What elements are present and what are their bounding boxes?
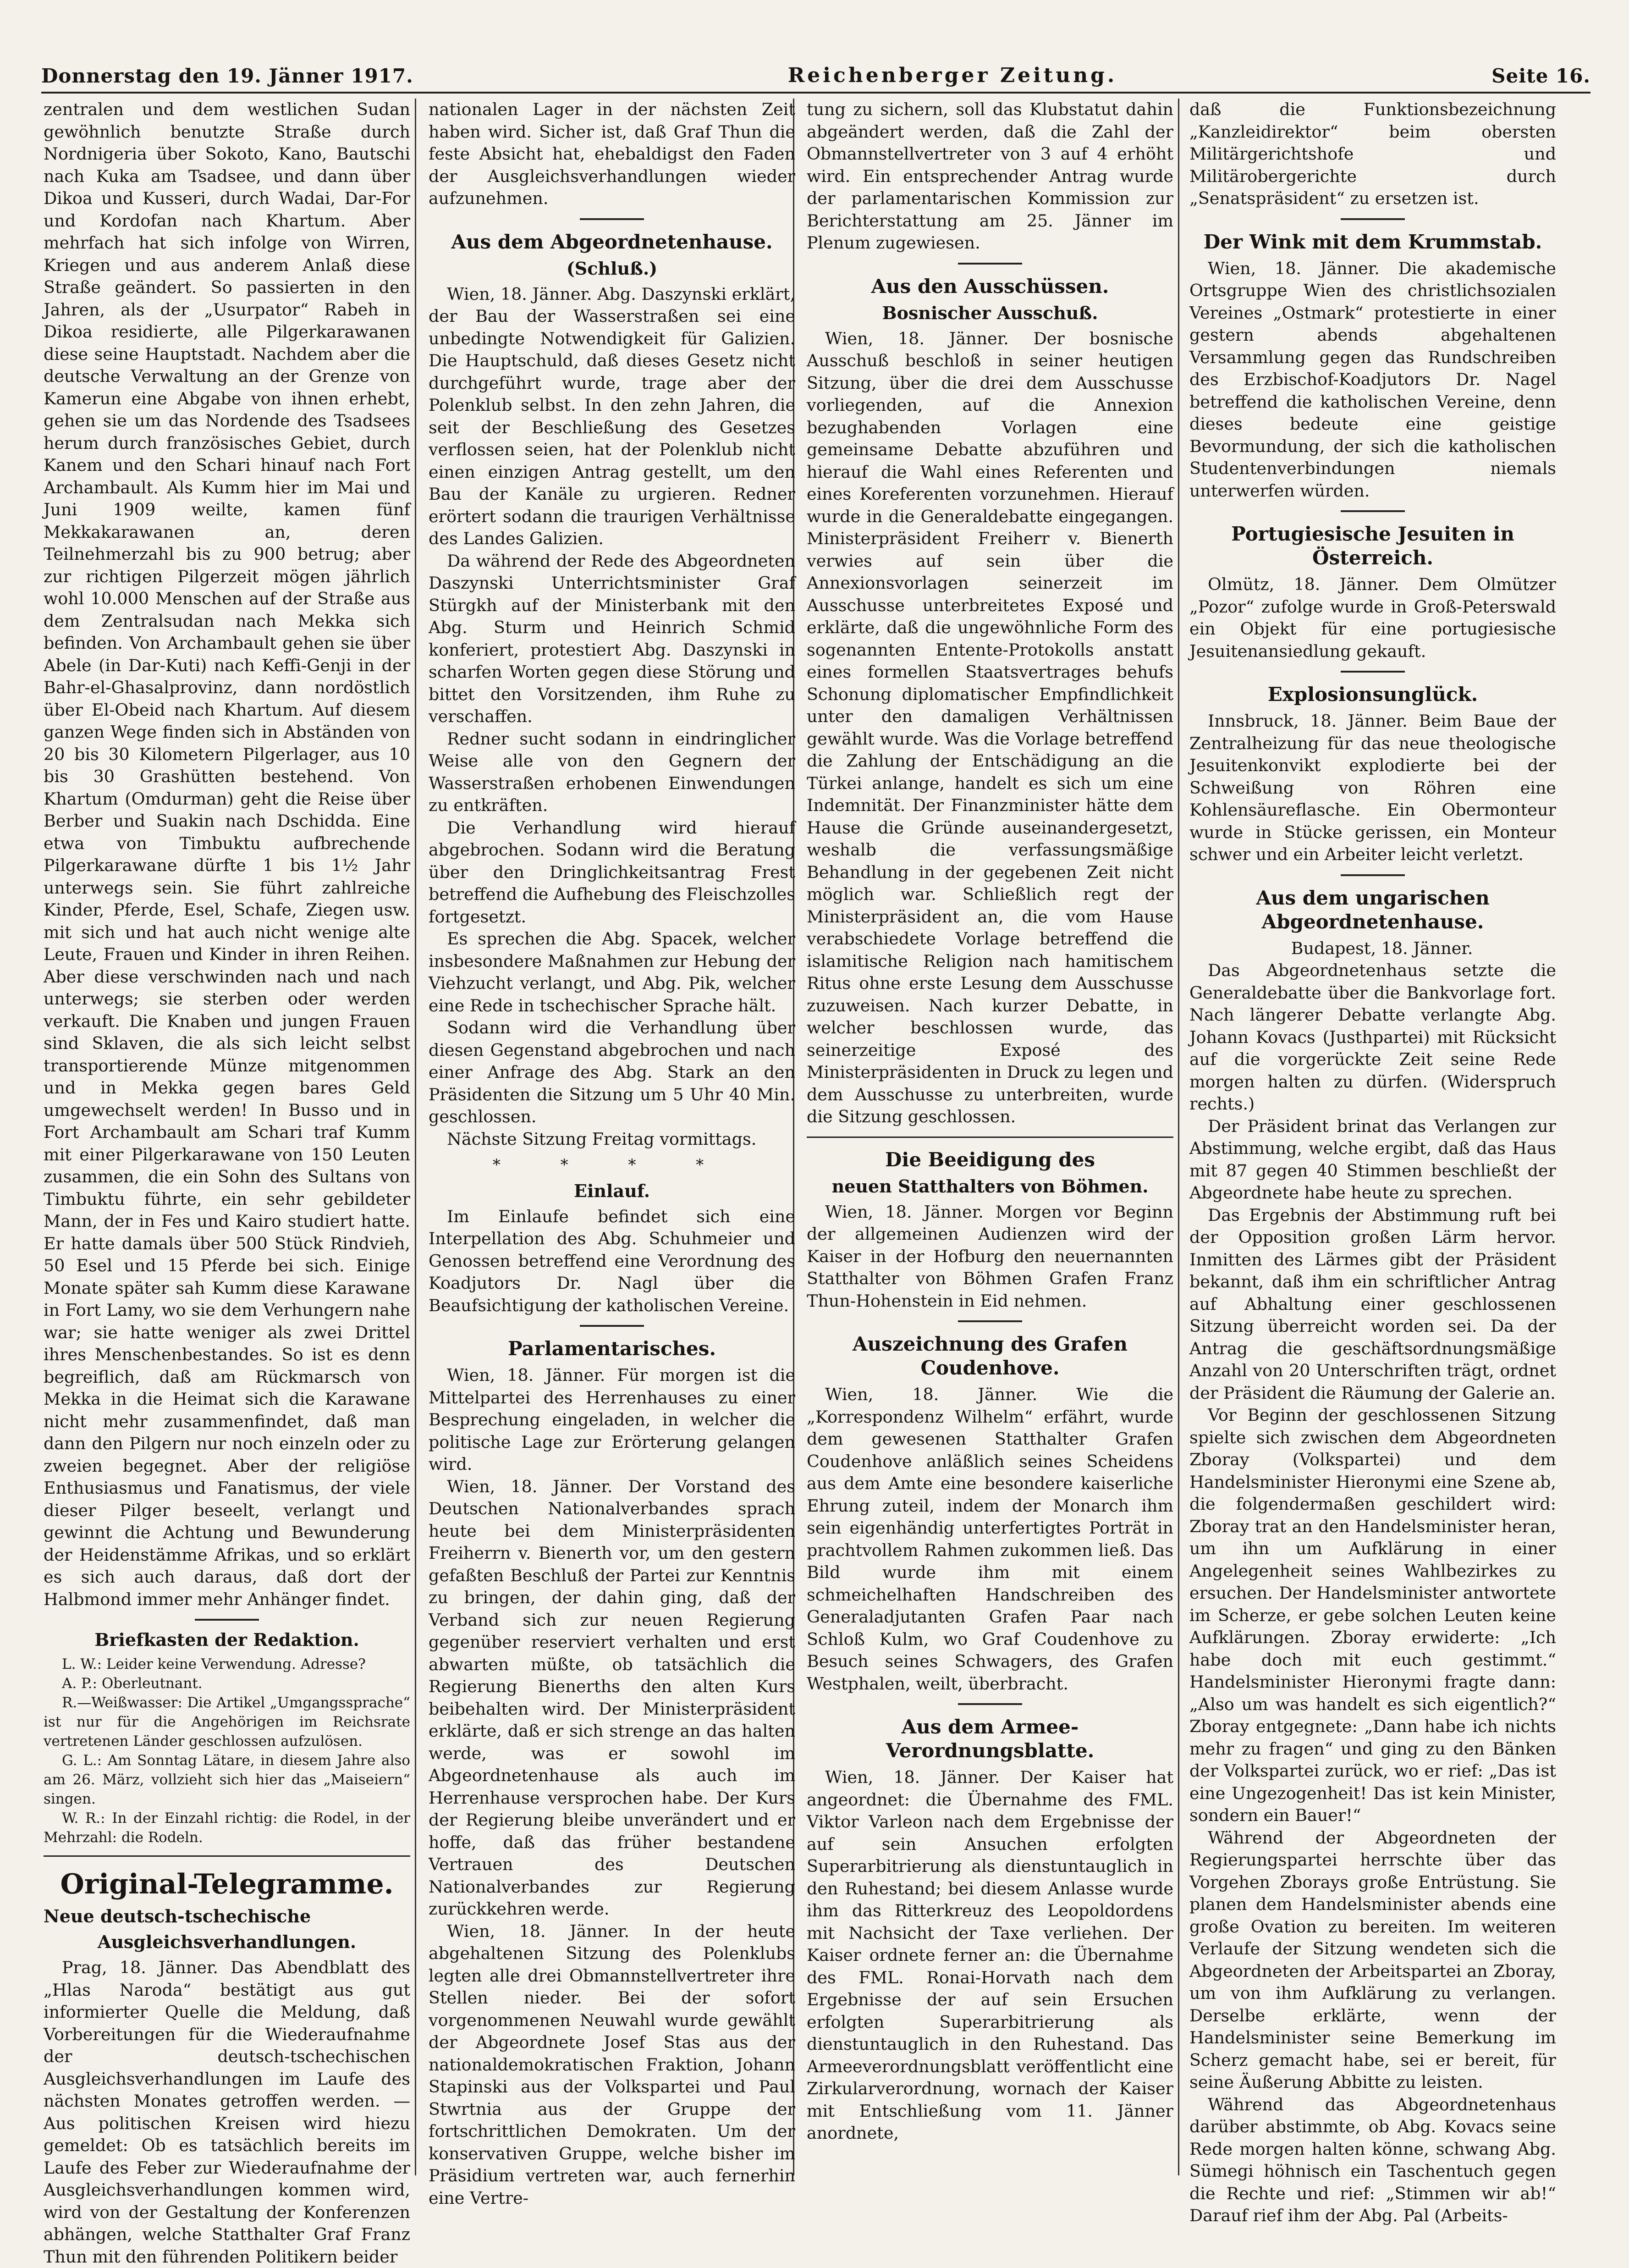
section-rule (1341, 218, 1405, 220)
section-title-jesuiten: Portugiesische Jesuiten in Österreich. (1231, 523, 1514, 569)
article-text: Im Einlaufe befindet sich eine Interpellation des Abg. Schuhmeier und Genossen betreffend eine Verordnung des Koadjutors Dr. Nagl über die Beaufsichtigung der katholischen Vereine. (429, 1206, 795, 1315)
column-divider (415, 99, 416, 2175)
section-rule (1341, 671, 1405, 673)
article-text: nationalen Lager in der nächsten Zeit haben wird. Sicher ist, daß Graf Thun die feste Absicht hat, ehebaldigst den Faden der Ausgleichsverhandlungen wieder aufzunehmen. (429, 99, 795, 208)
article-text: Sodann wird die Verhandlung über diesen Gegenstand abgebrochen und nach einer Anfrage des Abg. Stark an den Präsidenten die Sitzung um 5 Uhr 40 Min. geschlossen. (429, 1018, 795, 1126)
article-text: Olmütz, 18. Jänner. Dem Olmützer „Pozor“ zufolge wurde in Groß-Peterswald ein Objekt für eine portugiesische Jesuitenansiedlung gekauft. (1189, 574, 1556, 661)
article-text: tung zu sichern, soll das Klubstatut dahin abgeändert werden, daß die Zahl der Obmannstellvertreter von 3 auf 4 erhöht wird. Ein entsprechender Antrag wurde der parlamentarischen Kommission zur Berichterstattung am 25. Jänner im Plenum zugewiesen. (807, 99, 1173, 253)
article-text: Wien, 18. Jänner. Für morgen ist die Mittelpartei des Herrenhauses zu einer Besprechung eingeladen, in welcher die politische Lage zur Erörterung gelangen wird. (429, 1365, 795, 1474)
header-rule (41, 92, 1590, 94)
page-edge-margin (0, 92, 18, 2182)
article-text: Das Ergebnis der Abstimmung ruft bei der Opposition großen Lärm hervor. Inmitten des Lärmes gibt der Präsident bekannt, daß ihm ein schriftlicher Antrag auf Abhaltung einer geschlossenen Sitzung überreicht worden sei. Da der Antrag die geschäftsordnungsmäßige Anzahl von 20 Unterschriften trägt, ordnet der Präsident die Räumung der Galerie an. (1189, 1205, 1556, 1403)
article-dateline: Budapest, 18. Jänner. (1291, 938, 1473, 958)
section-rule (958, 1703, 1022, 1705)
article-subtitle: Ausgleichsverhandlungen. (97, 1931, 357, 1952)
article-text: Nächste Sitzung Freitag vormittags. (447, 1129, 757, 1149)
article-text: Wien, 18. Jänner. Der Kaiser hat angeordnet: die Übernahme des FML. Viktor Varleon nach dem Ergebnisse der auf sein Ansuchen erfolgten Superarbitrierung als dienstuntauglich in den Ruhestand; bei diesem Anlasse wurde ihm das Ritterkreuz des Leopoldordens mit Nachsicht der Taxe verliehen. Der Kaiser ordnete ferner an: die Übernahme des FML. Ronai-Horvath nach dem Ergebnisse der auf sein Ersuchen erfolgten Superarbitrierung als dienstuntauglich in den Ruhestand. Das Armeeverordnungsblatt veröffentlicht eine Zirkularverordnung, wornach der Kaiser mit Entschließung vom 11. Jänner anordnete, (807, 1767, 1173, 2143)
section-title-telegramme: Original-Telegramme. (60, 1868, 394, 1900)
article-text: Während der Abgeordneten der Regierungspartei herrschte über das Vorgehen Zborays große Entrüstung. Sie planen dem Handelsminister abends eine große Ovation zu bereiten. Im weiteren Verlaufe der Sitzung wendeten sich die Abgeordneten der Arbeitspartei an Zboray, um von ihm Aufklärung zu verlangen. Derselbe erklärte, wenn der Handelsminister seine Bemerkung im Scherz gemacht habe, sei er bereit, für seine Äußerung Abbitte zu leisten. (1189, 1827, 1556, 2092)
article-text: Es sprechen die Abg. Spacek, welcher insbesondere Maßnahmen zur Hebung der Viehzucht verlangt, und Abg. Pik, welcher eine Rede in tschechischer Sprache hält. (429, 929, 795, 1015)
article-text: daß die Funktionsbezeichnung „Kanzleidirektor“ beim obersten Militärgerichtshofe und Militärobergerichte durch „Senatspräsident“ zu ersetzen ist. (1189, 99, 1556, 208)
section-rule (195, 1619, 259, 1621)
briefkasten-item: L. W.: Leider keine Verwendung. Adresse? (62, 1656, 366, 1672)
section-title-auszeichnung: Auszeichnung des Grafen Coudenhove. (853, 1333, 1128, 1379)
page-header (41, 50, 1590, 87)
article-text: Wien, 18. Jänner. In der heute abgehaltenen Sitzung des Polenklubs legten alle drei Obmannstellvertreter ihre Stellen nieder. Bei der sofort vorgenommenen Neuwahl wurde gewählt der Abgeordnete Josef Stas aus der nationaldemokratischen Fraktion, Johann Stapinski aus der Volkspartei und Paul Stwrtnia aus der Gruppe der fortschrittlichen Demokraten. Um der konservativen Gruppe, welche bisher im Präsidium vertreten war, auch fernerhin eine Vertre- (429, 1921, 795, 2208)
section-title-ausschuesse: Aus den Ausschüssen. (871, 275, 1109, 298)
section-title-ungarn: Aus dem ungarischen Abgeordnetenhause. (1256, 886, 1490, 933)
section-title-parlamentarisches: Parlamentarisches. (507, 1337, 716, 1360)
article-text: Wien, 18. Jänner. Wie die „Korrespondenz Wilhelm“ erfährt, wurde dem gewesenen Statthalter Grafen Coudenhove anläßlich seines Scheidens aus dem Amte eine besondere kaiserliche Ehrung zuteil, indem der Monarch ihm sein eigenhändig unterfertigtes Porträt in prachtvollem Rahmen zukommen ließ. Das Bild wurde ihm mit einem schmeichelhaften Handschreiben des Generaladjutanten Grafen Paar nach Schloß Kulm, wo Graf Coudenhove zu Besuch seines Schwagers, des Grafen Westphalen, weilt, überbracht. (807, 1385, 1173, 1694)
section-title-abgeordnetenhaus: Aus dem Abgeordnetenhause. (451, 230, 773, 253)
page-number: Seite 16. (1491, 65, 1590, 87)
article-text: zentralen und dem westlichen Sudan gewöhnlich benutzte Straße durch Nordnigeria über Sokoto, Kano, Bautschi nach Kuka am Tsadsee, und dann über Dikoa und Kusseri, durch Wadai, Dar-For und Kordofan nach Khartum. Aber mehrfach hat sich infolge von Wirren, Kriegen und aus anderem Anlaß diese Straße geändert. So passierten in den Jahren, als der „Usurpator“ Rabeh in Dikoa residierte, alle Pilgerkarawanen diese seine Hauptstadt. Nachdem aber die deutsche Verwaltung an der Grenze von Kamerun eine Abgabe von ihnen erhebt, gehen sie um das Nordende des Tsadsees herum durch französisches Gebiet, durch Kanem und den Schari hinauf nach Fort Archambault. Als Kumm hier im Mai und Juni 1909 weilte, kamen fünf Mekkakarawanen an, deren Teilnehmerzahl bis zu 900 betrug; aber zur richtigen Pilgerzeit mögen jährlich wohl 10.000 Menschen auf der Straße aus dem Zentralsudan nach Mekka sich befinden. Von Archambault gehen sie über Abele (in Dar-Kuti) nach Keffi-Genji in der Bahr-el-Ghasalprovinz, dann nordöstlich über El-Obeid nach Khartum. Auf diesem ganzen Wege finden sich in Abständen von 20 bis 30 Kilometern Pilgerlager, aus 10 bis 30 Grashütten bestehend. Von Khartum (Omdurman) geht die Reise über Berber und Suakin nach Dschidda. Eine etwa von Timbuktu aufbrechende Pilgerkarawane dürfte 1 bis 1½ Jahr unterwegs sein. Sie führt zahlreiche Kinder, Pferde, Esel, Schafe, Ziegen usw. mit sich und hat auch nicht wenige alte Leute, Frauen und Kinder in ihren Reihen. Aber diese verschwinden nach und nach unterwegs; sie sterben oder werden verkauft. Die Knaben und jungen Frauen sind Sklaven, die als sich leicht selbst transportierende Münze mitgenommen und in Mekka gegen bares Geld umgewechselt werden! In Busso und in Fort Archambault am Schari traf Kumm mit einer Pilgerkarawane von 150 Leuten zusammen, die ein Sohn des Sultans von Timbuktu führte, ein sehr gebildeter Mann, der in Fes und Kairo studiert hatte. Er hatte damals über 500 Stück Rindvieh, 50 Esel und 15 Pferde bei sich. Einige Monate später sah Kumm diese Karawane in Fort Lamy, wo sie dem Verhungern nahe war; sie hatte weniger als zwei Drittel ihres Menschenbestandes. So ist es denn begreiflich, daß am Rückmarsch von Mekka in die Heimat sich die Karawane nicht mehr zusammenfindet, daß man dann den Pilgern nur noch einzeln oder zu zweien begegnet. Aber der religiöse Enthusiasmus und Fanatismus, der viele dieser Pilger beseelt, verlangt und gewinnt die Achtung und Bewunderung der Heidenstämme Afrikas, und so erklärt es sich auch daraus, daß dort der Halbmond immer mehr Anhänger findet. (44, 99, 410, 1609)
article-subtitle: (Schluß.) (566, 258, 658, 279)
article-text: Innsbruck, 18. Jänner. Beim Baue der Zentralheizung für das neue theologische Jesuitenkonvikt explodierte bei der Schweißung von Röhren eine Kohlensäureflasche. Ein Obermonteur wurde in Stücke gerissen, ein Monteur schwer und ein Arbeiter leicht verletzt. (1189, 711, 1556, 864)
section-rule (580, 218, 644, 220)
article-subtitle: Bosnischer Ausschuß. (882, 302, 1098, 323)
section-title-briefkasten: Briefkasten der Redaktion. (94, 1629, 359, 1650)
section-rule (580, 1325, 644, 1327)
column-4 (1189, 99, 1556, 2225)
section-stars: * * * * (492, 1156, 732, 1174)
header-date: Donnerstag den 19. Jänner 1917. (41, 65, 413, 87)
article-subtitle: Neue deutsch-tschechische (44, 1906, 311, 1926)
section-title-einlauf: Einlauf. (574, 1180, 650, 1201)
briefkasten-item: R.—Weißwasser: Die Artikel „Umgangssprache“ ist nur für die Angehörigen im Reichsrate vertretenen Länder geschlossen aufzulösen. (44, 1694, 410, 1749)
article-text: Wien, 18. Jänner. Morgen vor Beginn der allgemeinen Audienzen wird der Kaiser in der Hofburg den neuernannten Statthalter von Böhmen Grafen Franz Thun-Hohenstein in Eid nehmen. (807, 1202, 1173, 1311)
article-subtitle: neuen Statthalters von Böhmen. (831, 1175, 1149, 1197)
section-rule (958, 1320, 1022, 1322)
section-title-krummstab: Der Wink mit dem Krummstab. (1203, 230, 1542, 253)
article-text: Die Verhandlung wird hierauf abgebrochen. Sodann wird die Beratung über den Dringlichkeitsantrag Frest betreffend die Aufhebung des Fleischzolles fortgesetzt. (429, 817, 795, 927)
article-text: Vor Beginn der geschlossenen Sitzung spielte sich zwischen dem Abgeordneten Zboray (Volkspartei) und dem Handelsminister Hieronymi eine Szene ab, die folgendermaßen geschildert wird: Zboray trat an den Handelsminister heran, um ihn um Aufklärung in einer Angelegenheit seines Wahlbezirkes zu ersuchen. Der Handelsminister antwortete im Scherze, er gebe solchen Leuten keine Aufklärungen. Zboray erwiderte: „Ich habe doch mit euch gestimmt.“ Handelsminister Hieronymi fragte dann: „Also um was handelt es sich eigentlich?“ Zboray entgegnete: „Dann habe ich nichts mehr zu fragen“ und ging zu den Bänken der Volkspartei zurück, wo er rief: „Das ist eine Ungezogenheit! Das ist kein Minister, sondern ein Bauer!“ (1189, 1405, 1556, 1825)
section-title-explosion: Explosionsunglück. (1267, 683, 1478, 706)
article-text: Der Präsident brinat das Verlangen zur Abstimmung, welche ergibt, daß das Haus mit 87 gegen 40 Stimmen beschließt der Abgeordnete habe heute zu sprechen. (1189, 1116, 1556, 1203)
briefkasten-item: W. R.: In der Einzahl richtig: die Rodel, in der Mehrzahl: die Rodeln. (44, 1810, 410, 1846)
article-text: Da während der Rede des Abgeordneten Daszynski Unterrichtsminister Graf Stürgkh auf der Ministerbank mit den Abg. Sturm und Heinrich Schmid konferiert, protestiert Abg. Daszynski in scharfen Worten gegen diese Störung und bittet den Vorsitzenden, ihm Ruhe zu verschaffen. (429, 551, 795, 726)
article-text: Wien, 18. Jänner. Abg. Daszynski erklärt, der Bau der Wasserstraßen sei eine unbedingte Notwendigkeit für Galizien. Die Hauptschuld, daß dieses Gesetz nicht durchgeführt wurde, trage aber der Polenklub selbst. In den zehn Jahren, die seit der Beschließung des Gesetzes verflossen seien, hat der Polenklub nicht einen einzigen Antrag gestellt, um den Bau der Kanäle zu urgieren. Redner erörtert sodann die traurigen Verhältnisse des Landes Galizien. (429, 284, 796, 548)
column-divider (1178, 99, 1179, 2175)
section-rule (958, 263, 1022, 265)
article-text: Das Abgeordnetenhaus setzte die Generaldebatte über die Bankvorlage fort. Nach längerer Debatte verlangte Abg. Johann Kovacs (Justhpartei) mit Rücksicht auf die vorgerückte Zeit seine Rede morgen halten zu dürfen. (Widerspruch rechts.) (1189, 960, 1556, 1114)
section-rule (807, 1137, 1173, 1138)
article-text: Wien, 18. Jänner. Die akademische Ortsgruppe Wien des christlichsozialen Vereines „Ostmark“ protestierte in einer gestern abends abgehaltenen Versammlung gegen das Rundschreiben des Erzbischof-Koadjutors Dr. Nagel betreffend die katholischen Vereine, denn dieses bedeute eine geistige Bevormundung, der sich die katholischen Studentenverbindungen niemals unterwerfen würden. (1189, 258, 1556, 501)
section-rule (1341, 874, 1405, 876)
section-title-armee: Aus dem Armee-Verordnungsblatte. (886, 1716, 1095, 1762)
column-2 (429, 99, 796, 2208)
article-text: Prag, 18. Jänner. Das Abendblatt des „Hlas Naroda“ bestätigt aus gut informierter Quelle die Meldung, daß Vorbereitungen für die Wiederaufnahme der deutsch-tschechischen Ausgleichsverhandlungen im Laufe des nächsten Monates getroffen werden. — Aus politischen Kreisen wird hiezu gemeldet: Ob es tatsächlich bereits im Laufe des Feber zur Wiederaufnahme der Ausgleichsverhandlungen kommen wird, wird von der Gestaltung der Konferenzen abhängen, welche Statthalter Graf Franz Thun mit den führenden Politikern beider (44, 1958, 410, 2267)
section-rule (1341, 510, 1405, 512)
newspaper-title: Reichenberger Zeitung. (787, 64, 1117, 87)
article-text: Wien, 18. Jänner. Der bosnische Ausschuß beschloß in seiner heutigen Sitzung, über die drei dem Ausschusse vorliegenden, auf die Annexion bezughabenden Vorlagen eine gemeinsame Debatte abzuführen und hierauf die Wahl eines Referenten und eines Koreferenten vorzunehmen. Hierauf wurde in die Generaldebatte eingegangen. Ministerpräsident Freiherr v. Bienerth verwies auf sein über die Annexionsvorlagen seinerzeit im Ausschusse unterbreitetes Exposé und erklärte, daß die ungewöhnliche Form des sogenannten Entente-Protokolls anstatt eines formellen Staatsvertrages behufs Schonung diplomatischer Empfindlichkeit unter den damaligen Verhältnissen gewählt wurde. Was die Vorlage betreffend die Zahlung der Entschädigung an die Türkei anlange, handelt es sich um eine Indemnität. Der Finanzminister hätte dem Hause die Gründe auseinandergesetzt, weshalb die verfassungsmäßige Behandlung in der gegebenen Zeit nicht möglich war. Schließlich regt der Ministerpräsident an, die vom Hause verabschiedete Vorlage betreffend die islamitische Religion nach hamitischem Ritus ohne erste Lesung dem Ausschusse zuzuweisen. Nach kurzer Debatte, in welcher beschlossen wurde, das seinerzeitige Exposé des Ministerpräsidenten in Druck zu legen und dem Ausschusse zu unterbreiten, wurde die Sitzung geschlossen. (807, 328, 1173, 1126)
article-text: Redner sucht sodann in eindringlicher Weise alle von den Gegnern der Wasserstraßen erhobenen Einwendungen zu entkräften. (429, 728, 795, 815)
section-rule (44, 1855, 410, 1857)
article-text: Wien, 18. Jänner. Der Vorstand des Deutschen Nationalverbandes sprach heute bei dem Ministerpräsidenten Freiherrn v. Bienerth vor, um den gestern gefaßten Beschluß der Partei zur Kenntnis zu bringen, der dahin ging, daß der Verband sich zur neuen Regierung gegenüber reserviert verhalten und erst abwarten müßte, ob tatsächlich die Regierung Bienerths den alten Kurs beibehalten wird. Der Ministerpräsident erklärte, daß er sich strenge an das halten werde, was er sowohl im Abgeordnetenhause als auch im Herrenhause versprochen habe. Der Kurs der Regierung bleibe unverändert und er hoffe, daß das früher bestandene Vertrauen des Deutschen Nationalverbandes zur Regierung zurückkehren werde. (429, 1476, 795, 1919)
column-3 (807, 99, 1173, 2182)
briefkasten-item: A. P.: Oberleutnant. (62, 1675, 203, 1692)
column-1 (44, 99, 410, 2267)
briefkasten-item: G. L.: Am Sonntag Lätare, in diesem Jahre also am 26. März, vollzieht sich hier das „Maiseiern“ singen. (44, 1752, 410, 1807)
section-title-beeidigung: Die Beeidigung des (885, 1148, 1095, 1171)
article-text: Während das Abgeordnetenhaus darüber abstimmte, ob Abg. Kovacs seine Rede morgen halten könne, schwang Abg. Sümegi höhnisch ein Taschentuch gegen die Rechte und rief: „Stimmen wir ab!“ Darauf rief ihm der Abg. Pal (Arbeits- (1189, 2094, 1556, 2225)
